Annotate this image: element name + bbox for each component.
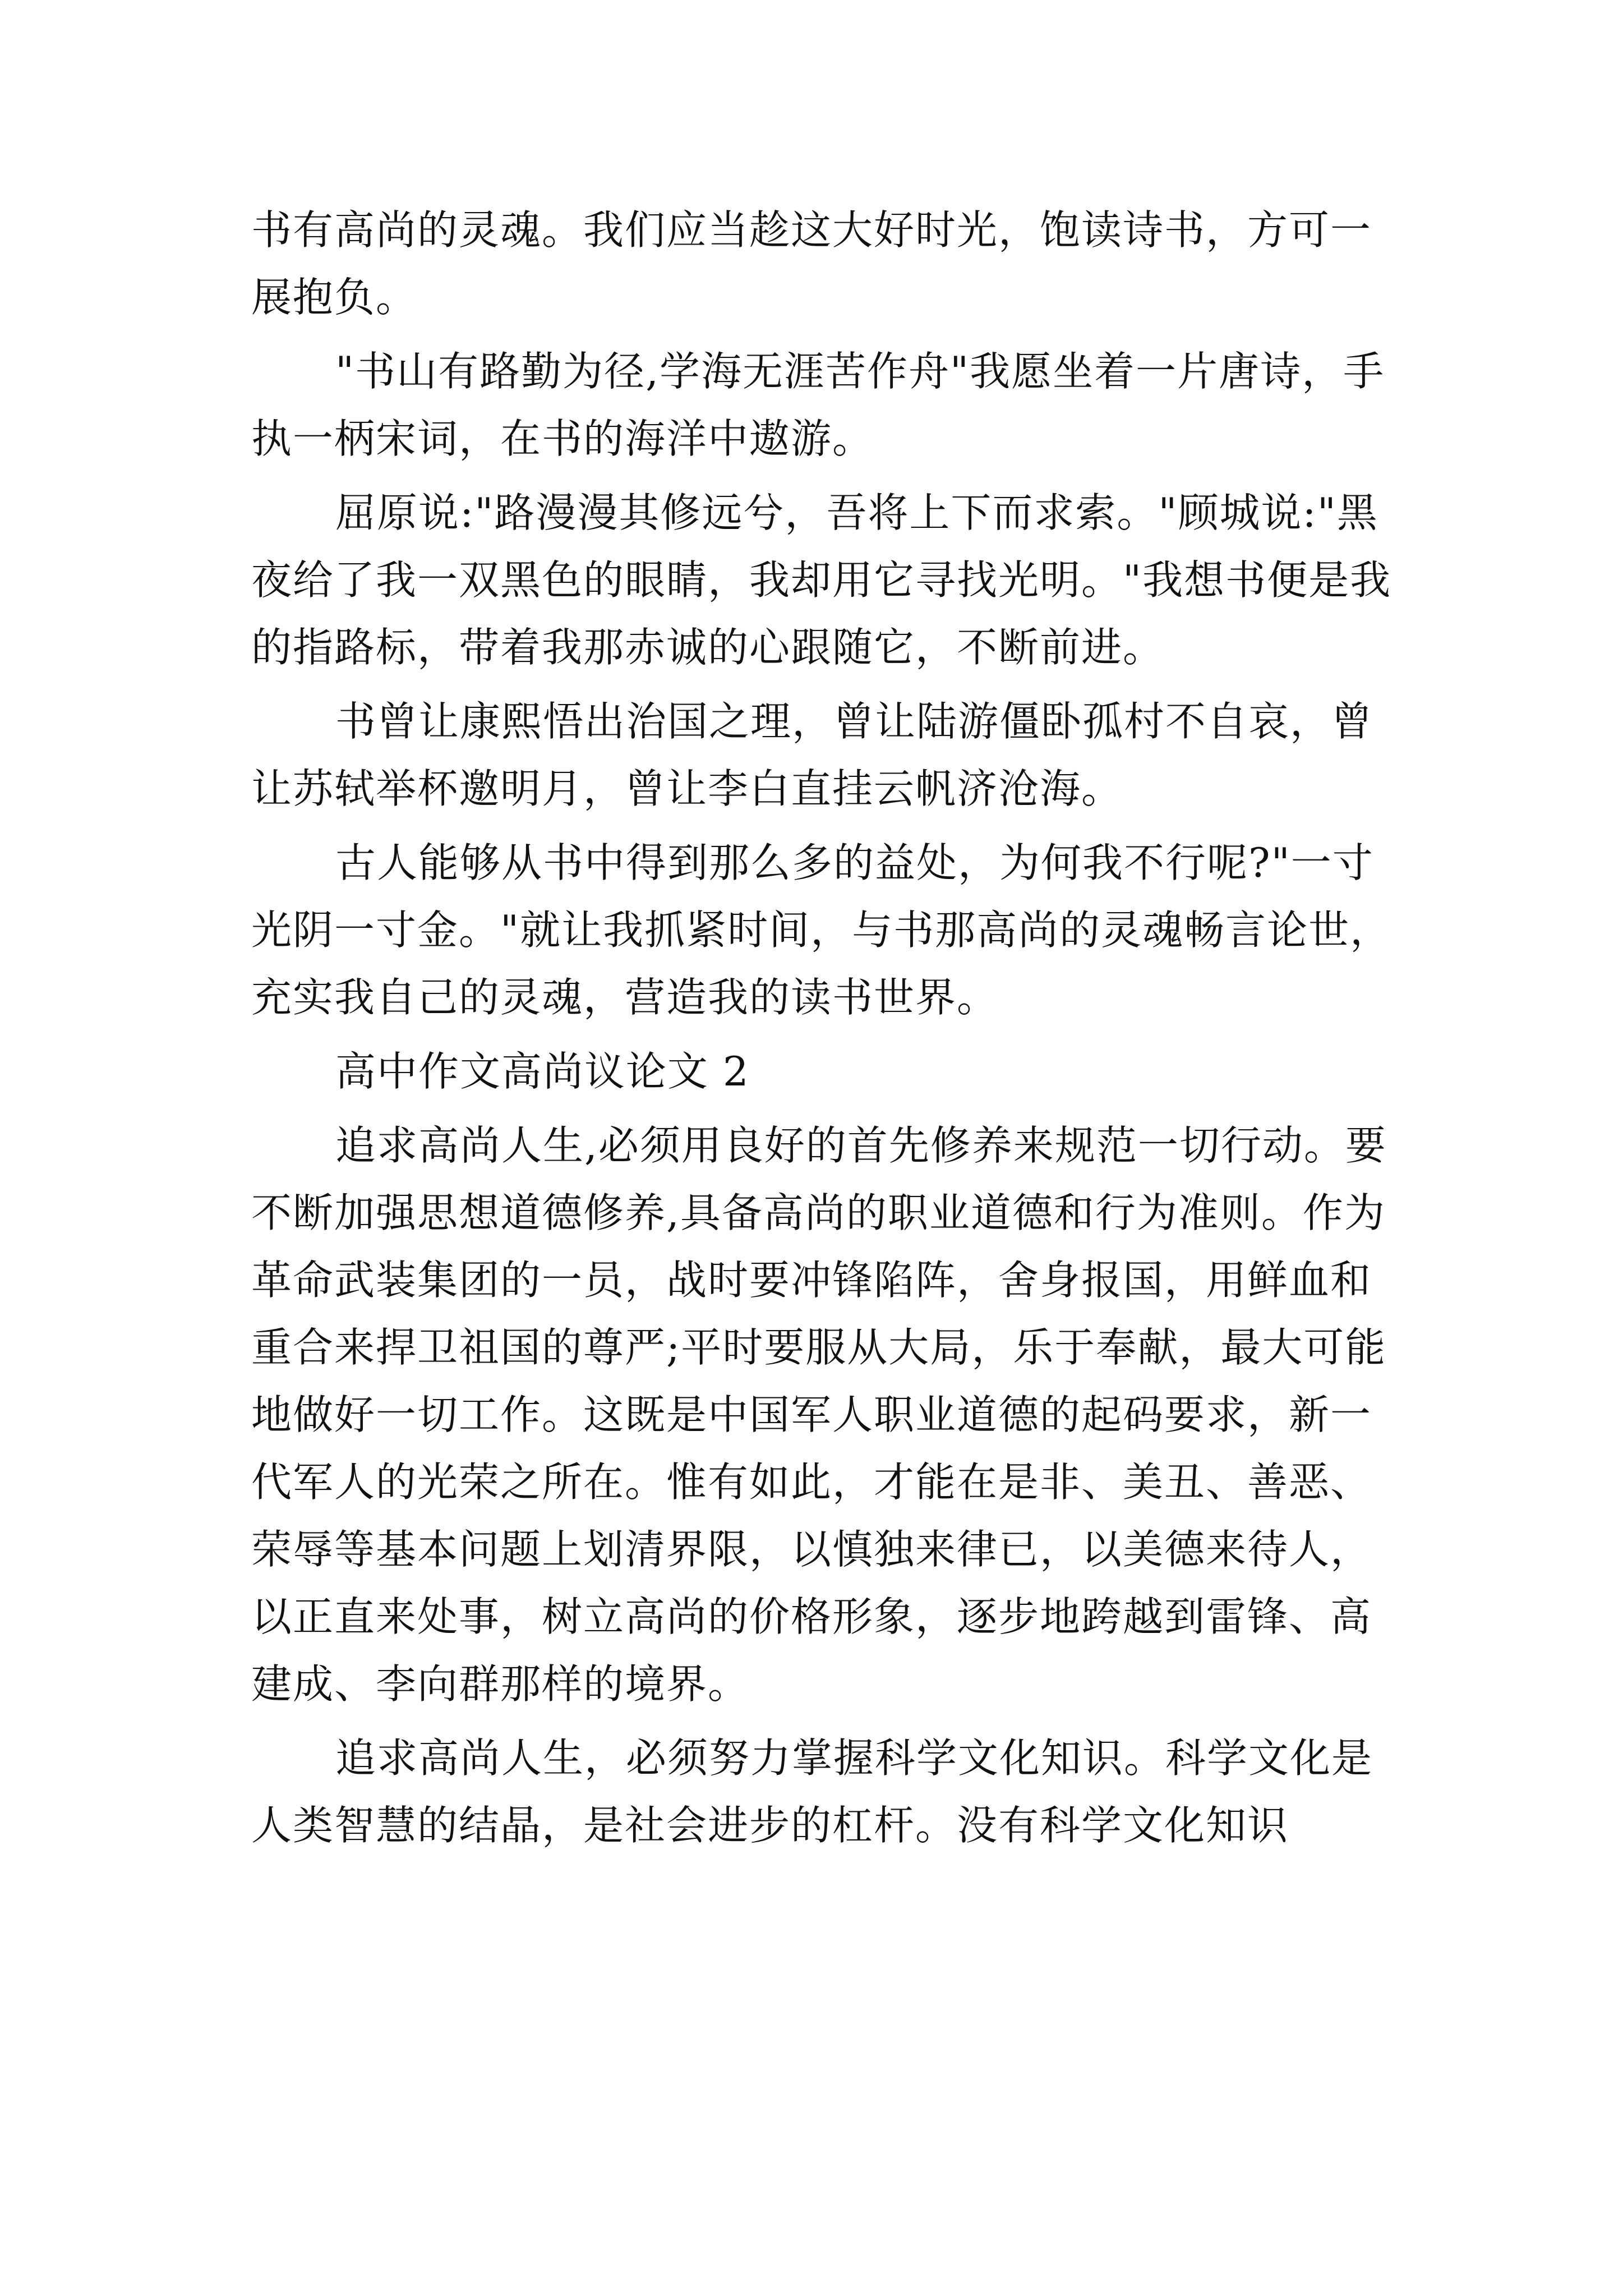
- paragraph-8: 追求高尚人生，必须努力掌握科学文化知识。科学文化是人类智慧的结晶，是社会进步的杠杆。没有科学文化知识: [251, 1734, 1373, 1849]
- paragraph-7: 追求高尚人生,必须用良好的首先修养来规范一切行动。要不断加强思想道德修养,具备高尚的职业道德和行为准则。作为革命武装集团的一员，战时要冲锋陷阵，舍身报国，用鲜血和重合来捍卫祖国的尊严;平时要服从大局，乐于奉献，最大可能地做好一切工作。这既是中国军人职业道德的起码要求，新一代军人的光荣之所在。惟有如此，才能在是非、美丑、善恶、荣辱等基本问题上划清界限，以慎独来律已，以美德来待人，以正直来处事，树立高尚的价格形象，逐步地跨越到雷锋、高建成、李向群那样的境界。: [251, 1122, 1387, 1708]
- paragraph-5: 古人能够从书中得到那么多的益处，为何我不行呢?"一寸光阴一寸金。"就让我抓紧时间，与书那高尚的灵魂畅言论世，充实我自己的灵魂，营造我的读书世界。: [251, 839, 1392, 1021]
- paragraph-4: 书曾让康熙悟出治国之理，曾让陆游僵卧孤村不自哀，曾让苏轼举杯邀明月，曾让李白直挂云帆济沧海。: [251, 698, 1373, 812]
- document-body: [251, 196, 1407, 1866]
- paragraph-3: 屈原说:"路漫漫其修远兮，吾将上下而求索。"顾城说:"黑夜给了我一双黑色的眼睛，我却用它寻找光明。"我想书便是我的指路标，带着我那赤诚的心跟随它，不断前进。: [251, 489, 1392, 671]
- paragraph-2: "书山有路勤为径,学海无涯苦作舟"我愿坐着一片唐诗，手执一柄宋词，在书的海洋中遨游。: [251, 348, 1385, 462]
- section-heading: 高中作文高尚议论文 2: [335, 1048, 750, 1095]
- paragraph-1: 书有高尚的灵魂。我们应当趁这大好时光，饱读诗书，方可一展抱负。: [251, 206, 1372, 321]
